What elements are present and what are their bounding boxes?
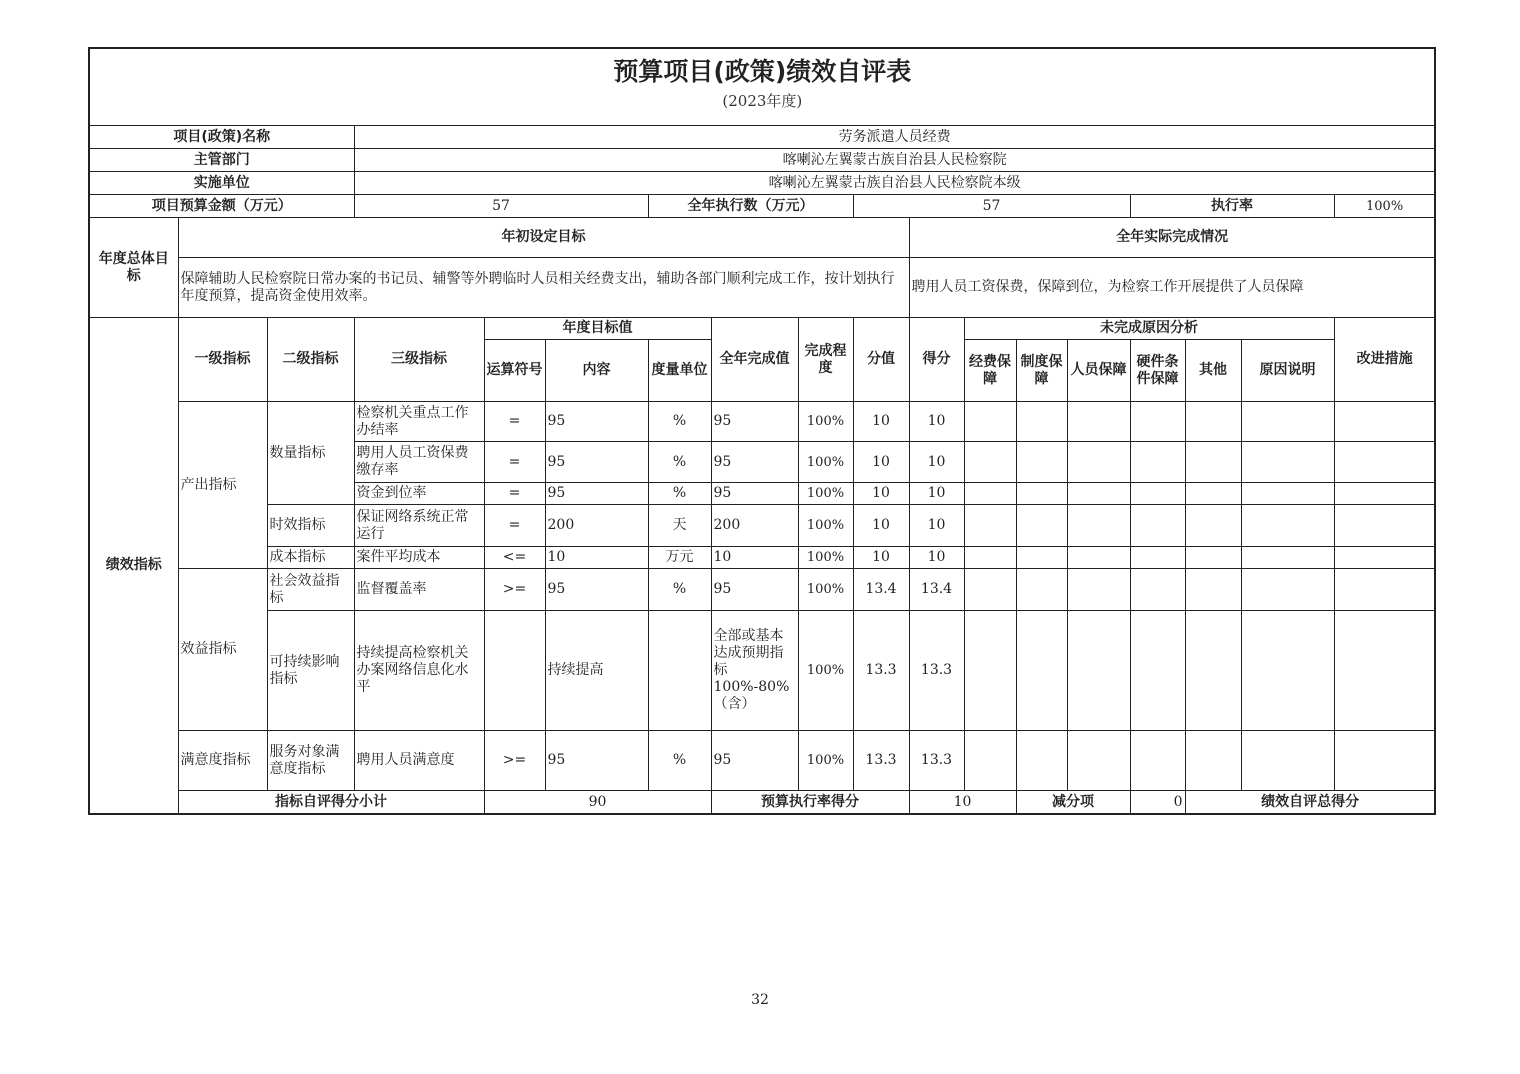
header-r1: 经费保障 — [964, 340, 1016, 402]
header-r2: 制度保障 — [1016, 340, 1067, 402]
reason-cell — [1016, 442, 1067, 483]
reason-cell — [1185, 483, 1241, 505]
table-row — [89, 611, 1435, 731]
deduct-label: 减分项 — [1016, 791, 1130, 815]
reason-cell — [1185, 442, 1241, 483]
evaluation-table — [88, 47, 1436, 815]
title-cell — [89, 48, 1435, 126]
indicator-name: 监督覆盖率 — [354, 569, 484, 611]
rate-value: 100% — [1334, 195, 1435, 218]
budget-label: 项目预算金额（万元） — [89, 195, 354, 218]
header-actual: 全年完成值 — [711, 318, 798, 402]
indicator-unit: 天 — [648, 505, 711, 547]
indicator-op: >= — [484, 569, 545, 611]
indicator-actual: 10 — [711, 547, 798, 569]
header-score: 得分 — [909, 318, 964, 402]
indicator-degree: 100% — [798, 483, 853, 505]
indicator-content: 95 — [545, 442, 648, 483]
group-output: 产出指标 — [178, 402, 267, 569]
header-unit: 度量单位 — [648, 340, 711, 402]
improve-cell — [1334, 402, 1435, 442]
indicator-content: 95 — [545, 731, 648, 791]
indicator-actual: 95 — [711, 442, 798, 483]
improve-cell — [1334, 611, 1435, 731]
reason-cell — [964, 731, 1016, 791]
group-quantity: 数量指标 — [267, 402, 354, 505]
reason-cell — [1241, 547, 1334, 569]
reason-cell — [1185, 611, 1241, 731]
reason-cell — [1241, 505, 1334, 547]
header-r4: 硬件条件保障 — [1130, 340, 1185, 402]
indicator-content: 95 — [545, 483, 648, 505]
indicator-op: = — [484, 442, 545, 483]
dept-value: 喀喇沁左翼蒙古族自治县人民检察院 — [354, 149, 1435, 172]
perf-indicator-label: 绩效指标 — [89, 318, 178, 815]
reason-cell — [1067, 442, 1130, 483]
indicator-degree: 100% — [798, 505, 853, 547]
actual-completion-header: 全年实际完成情况 — [909, 218, 1435, 258]
initial-goal-header: 年初设定目标 — [178, 218, 909, 258]
indicator-degree: 100% — [798, 569, 853, 611]
reason-cell — [1067, 569, 1130, 611]
header-lvl2: 二级指标 — [267, 318, 354, 402]
indicator-name: 聘用人员工资保费缴存率 — [354, 442, 484, 483]
header-reason: 未完成原因分析 — [964, 318, 1334, 340]
deduct-value: 0 — [1130, 791, 1185, 815]
reason-cell — [1067, 402, 1130, 442]
exec-value: 57 — [853, 195, 1130, 218]
reason-cell — [1130, 442, 1185, 483]
indicator-op — [484, 611, 545, 731]
indicator-degree: 100% — [798, 731, 853, 791]
improve-cell — [1334, 505, 1435, 547]
actual-completion-text: 聘用人员工资保费，保障到位，为检察工作开展提供了人员保障 — [909, 258, 1435, 318]
indicator-score: 10 — [909, 402, 964, 442]
reason-cell — [1185, 731, 1241, 791]
indicator-name: 保证网络系统正常运行 — [354, 505, 484, 547]
reason-cell — [1016, 505, 1067, 547]
indicator-actual: 95 — [711, 569, 798, 611]
header-improve: 改进措施 — [1334, 318, 1435, 402]
indicator-name: 检察机关重点工作办结率 — [354, 402, 484, 442]
improve-cell — [1334, 547, 1435, 569]
reason-cell — [964, 402, 1016, 442]
exec-label: 全年执行数（万元） — [648, 195, 853, 218]
unit-value: 喀喇沁左翼蒙古族自治县人民检察院本级 — [354, 172, 1435, 195]
improve-cell — [1334, 442, 1435, 483]
unit-label: 实施单位 — [89, 172, 354, 195]
group-benefit: 效益指标 — [178, 569, 267, 731]
reason-cell — [1185, 569, 1241, 611]
group-service: 服务对象满意度指标 — [267, 731, 354, 791]
indicator-content: 95 — [545, 569, 648, 611]
indicator-score: 10 — [909, 547, 964, 569]
reason-cell — [1185, 402, 1241, 442]
indicator-unit: % — [648, 483, 711, 505]
reason-cell — [1185, 547, 1241, 569]
indicator-op: = — [484, 402, 545, 442]
reason-cell — [1067, 731, 1130, 791]
indicator-name: 案件平均成本 — [354, 547, 484, 569]
reason-cell — [1241, 569, 1334, 611]
group-timeliness: 时效指标 — [267, 505, 354, 547]
table-row — [89, 547, 1435, 569]
summary-row — [89, 791, 1435, 815]
indicator-content: 持续提高 — [545, 611, 648, 731]
dept-label: 主管部门 — [89, 149, 354, 172]
reason-cell — [1016, 611, 1067, 731]
indicator-degree: 100% — [798, 547, 853, 569]
table-row — [89, 505, 1435, 547]
indicator-score: 13.4 — [909, 569, 964, 611]
indicator-op: >= — [484, 731, 545, 791]
indicator-name: 持续提高检察机关办案网络信息化水平 — [354, 611, 484, 731]
header-lvl1: 一级指标 — [178, 318, 267, 402]
indicator-op: <= — [484, 547, 545, 569]
reason-cell — [1130, 547, 1185, 569]
table-row — [89, 569, 1435, 611]
header-r3: 人员保障 — [1067, 340, 1130, 402]
indicator-unit: % — [648, 442, 711, 483]
header-degree: 完成程度 — [798, 318, 853, 402]
indicator-actual: 95 — [711, 402, 798, 442]
reason-cell — [1241, 731, 1334, 791]
indicator-content: 95 — [545, 402, 648, 442]
indicator-content: 10 — [545, 547, 648, 569]
reason-cell — [964, 611, 1016, 731]
indicator-degree: 100% — [798, 442, 853, 483]
subtotal-value: 90 — [484, 791, 711, 815]
table-row — [89, 402, 1435, 442]
reason-cell — [964, 547, 1016, 569]
indicator-content: 200 — [545, 505, 648, 547]
reason-cell — [1241, 611, 1334, 731]
reason-cell — [964, 505, 1016, 547]
group-cost: 成本指标 — [267, 547, 354, 569]
group-social: 社会效益指标 — [267, 569, 354, 611]
header-lvl3: 三级指标 — [354, 318, 484, 402]
subtotal-label: 指标自评得分小计 — [178, 791, 484, 815]
improve-cell — [1334, 569, 1435, 611]
reason-cell — [964, 483, 1016, 505]
reason-cell — [1130, 569, 1185, 611]
budget-value: 57 — [354, 195, 648, 218]
indicator-unit — [648, 611, 711, 731]
reason-cell — [1241, 402, 1334, 442]
group-sustain: 可持续影响指标 — [267, 611, 354, 731]
indicator-value: 10 — [853, 505, 909, 547]
reason-cell — [1130, 402, 1185, 442]
indicator-value: 10 — [853, 483, 909, 505]
improve-cell — [1334, 483, 1435, 505]
project-name-value: 劳务派遣人员经费 — [354, 126, 1435, 149]
group-satisfaction: 满意度指标 — [178, 731, 267, 791]
reason-cell — [964, 442, 1016, 483]
reason-cell — [1241, 483, 1334, 505]
reason-cell — [1016, 731, 1067, 791]
page-number: 32 — [751, 992, 769, 1008]
indicator-value: 10 — [853, 547, 909, 569]
indicator-value: 10 — [853, 442, 909, 483]
reason-cell — [1185, 505, 1241, 547]
reason-cell — [1016, 483, 1067, 505]
indicator-op: = — [484, 483, 545, 505]
indicator-degree: 100% — [798, 402, 853, 442]
indicator-score: 13.3 — [909, 611, 964, 731]
indicator-unit: 万元 — [648, 547, 711, 569]
reason-cell — [1067, 505, 1130, 547]
indicator-op: = — [484, 505, 545, 547]
header-r5: 其他 — [1185, 340, 1241, 402]
reason-cell — [1067, 483, 1130, 505]
reason-cell — [1016, 569, 1067, 611]
exec-score-label: 预算执行率得分 — [711, 791, 909, 815]
reason-cell — [1130, 731, 1185, 791]
indicator-actual: 全部或基本达成预期指标100%-80%（含） — [711, 611, 798, 731]
reason-cell — [964, 569, 1016, 611]
indicator-actual: 200 — [711, 505, 798, 547]
reason-cell — [1241, 442, 1334, 483]
reason-cell — [1067, 547, 1130, 569]
annual-goal-label: 年度总体目标 — [89, 218, 178, 318]
reason-cell — [1016, 547, 1067, 569]
page-title: 预算项目(政策)绩效自评表 — [613, 57, 912, 86]
indicator-degree: 100% — [798, 611, 853, 731]
reason-cell — [1016, 402, 1067, 442]
project-name-label: 项目(政策)名称 — [89, 126, 354, 149]
indicator-unit: % — [648, 731, 711, 791]
year-subtitle: (2023年度) — [722, 92, 803, 110]
reason-cell — [1130, 505, 1185, 547]
total-label: 绩效自评总得分 — [1185, 791, 1435, 815]
header-content: 内容 — [545, 340, 648, 402]
header-score-value: 分值 — [853, 318, 909, 402]
indicator-value: 13.4 — [853, 569, 909, 611]
indicator-unit: % — [648, 402, 711, 442]
reason-cell — [1130, 483, 1185, 505]
improve-cell — [1334, 731, 1435, 791]
reason-cell — [1067, 611, 1130, 731]
indicator-unit: % — [648, 569, 711, 611]
indicator-name: 资金到位率 — [354, 483, 484, 505]
rate-label: 执行率 — [1130, 195, 1334, 218]
performance-self-evaluation-sheet — [88, 47, 1433, 815]
indicator-score: 13.3 — [909, 731, 964, 791]
indicator-name: 聘用人员满意度 — [354, 731, 484, 791]
indicator-score: 10 — [909, 505, 964, 547]
header-op: 运算符号 — [484, 340, 545, 402]
initial-goal-text: 保障辅助人民检察院日常办案的书记员、辅警等外聘临时人员相关经费支出，辅助各部门顺利完成工作，按计划执行年度预算，提高资金使用效率。 — [178, 258, 909, 318]
indicator-actual: 95 — [711, 731, 798, 791]
header-target: 年度目标值 — [484, 318, 711, 340]
indicator-score: 10 — [909, 483, 964, 505]
indicator-score: 10 — [909, 442, 964, 483]
indicator-value: 13.3 — [853, 731, 909, 791]
exec-score-value: 10 — [909, 791, 1016, 815]
reason-cell — [1130, 611, 1185, 731]
indicator-value: 13.3 — [853, 611, 909, 731]
table-row — [89, 731, 1435, 791]
indicator-actual: 95 — [711, 483, 798, 505]
header-r6: 原因说明 — [1241, 340, 1334, 402]
indicator-value: 10 — [853, 402, 909, 442]
